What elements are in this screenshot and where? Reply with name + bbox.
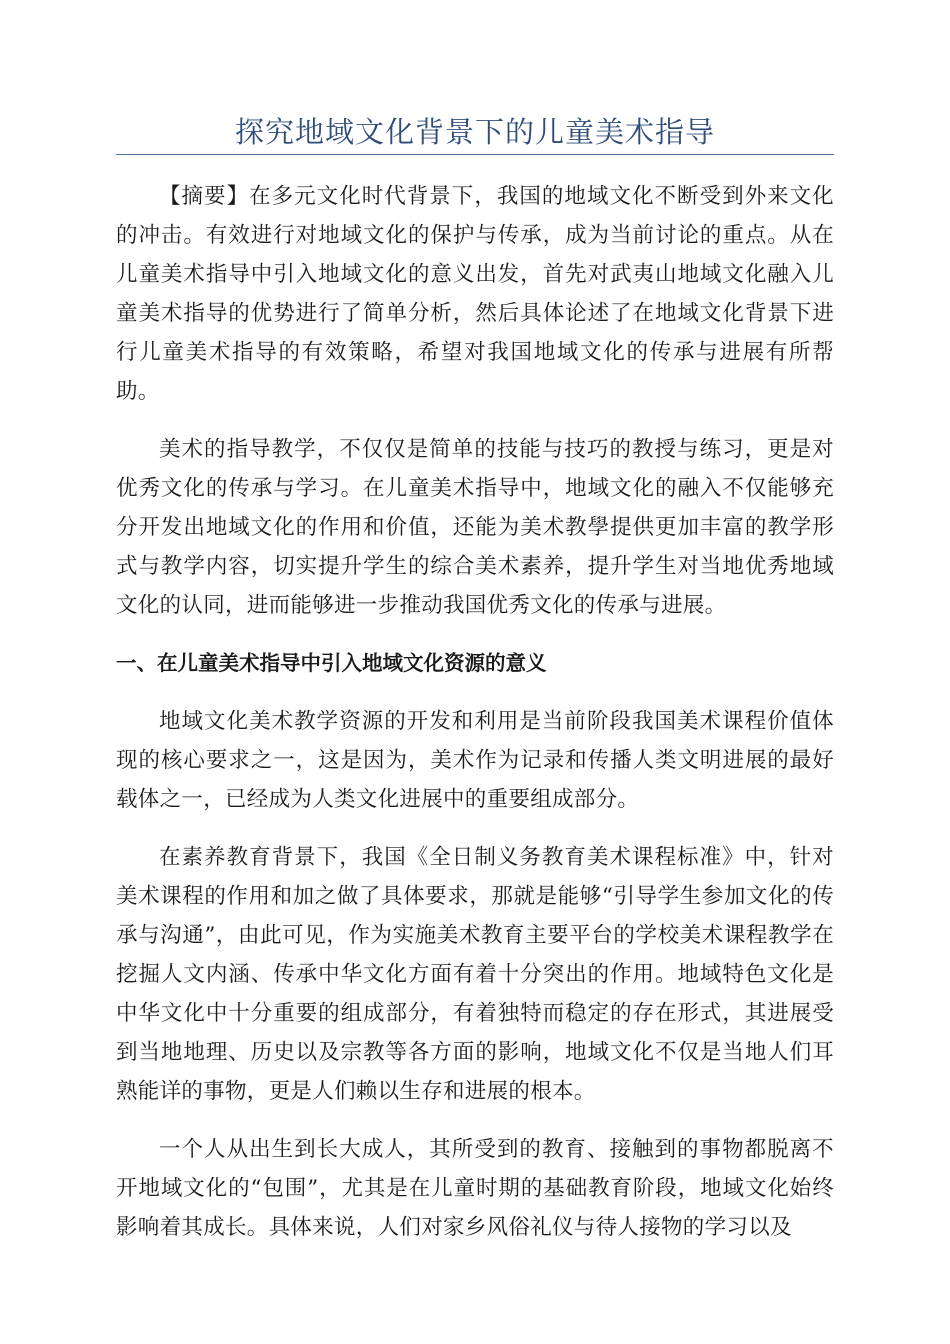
- intro-paragraph: 美术的指导教学，不仅仅是简单的技能与技巧的教授与练习，更是对优秀文化的传承与学习。在儿童美术指导中，地域文化的融入不仅能够充分开发出地域文化的作用和价值，还能为美术教學提供更加丰富的教学形式与教学内容，切实提升学生的综合美术素养，提升学生对当地优秀地域文化的认同，进而能够进一步推动我国优秀文化的传承与进展。: [116, 437, 834, 618]
- section-heading-1: 一、在儿童美术指导中引入地域文化资源的意义: [116, 651, 547, 675]
- abstract-paragraph: 【摘要】在多元文化时代背景下，我国的地域文化不断受到外来文化的冲击。有效进行对地域文化的保护与传承，成为当前讨论的重点。从在儿童美术指导中引入地域文化的意义出发，首先对武夷山地域文化融入儿童美术指导的优势进行了简单分析，然后具体论述了在地域文化背景下进行儿童美术指导的有效策略，希望对我国地域文化的传承与进展有所帮助。: [116, 184, 834, 404]
- body-paragraph: 地域文化美术教学资源的开发和利用是当前阶段我国美术课程价值体现的核心要求之一，这是因为，美术作为记录和传播人类文明进展的最好载体之一，已经成为人类文化进展中的重要组成部分。: [116, 709, 834, 812]
- title-underline: [116, 154, 834, 155]
- body-paragraph: 在素养教育背景下，我国《全日制义务教育美术课程标准》中，针对美术课程的作用和加之做了具体要求，那就是能够“引导学生参加文化的传承与沟通”，由此可见，作为实施美术教育主要平台的学校美术课程教学在挖掘人文内涵、传承中华文化方面有着十分突出的作用。地域特色文化是中华文化中十分重要的组成部分，有着独特而稳定的存在形式，其进展受到当地地理、历史以及宗教等各方面的影响，地域文化不仅是当地人们耳熟能详的事物，更是人们赖以生存和进展的根本。: [116, 845, 834, 1104]
- body-paragraph: 一个人从出生到长大成人，其所受到的教育、接触到的事物都脱离不开地域文化的“包围”，尤其是在儿童时期的基础教育阶段，地域文化始终影响着其成长。具体来说，人们对家乡风俗礼仪与待人接物的学习以及: [116, 1137, 834, 1240]
- document-page: [116, 112, 834, 1266]
- document-title: 探究地域文化背景下的儿童美术指导: [234, 115, 715, 149]
